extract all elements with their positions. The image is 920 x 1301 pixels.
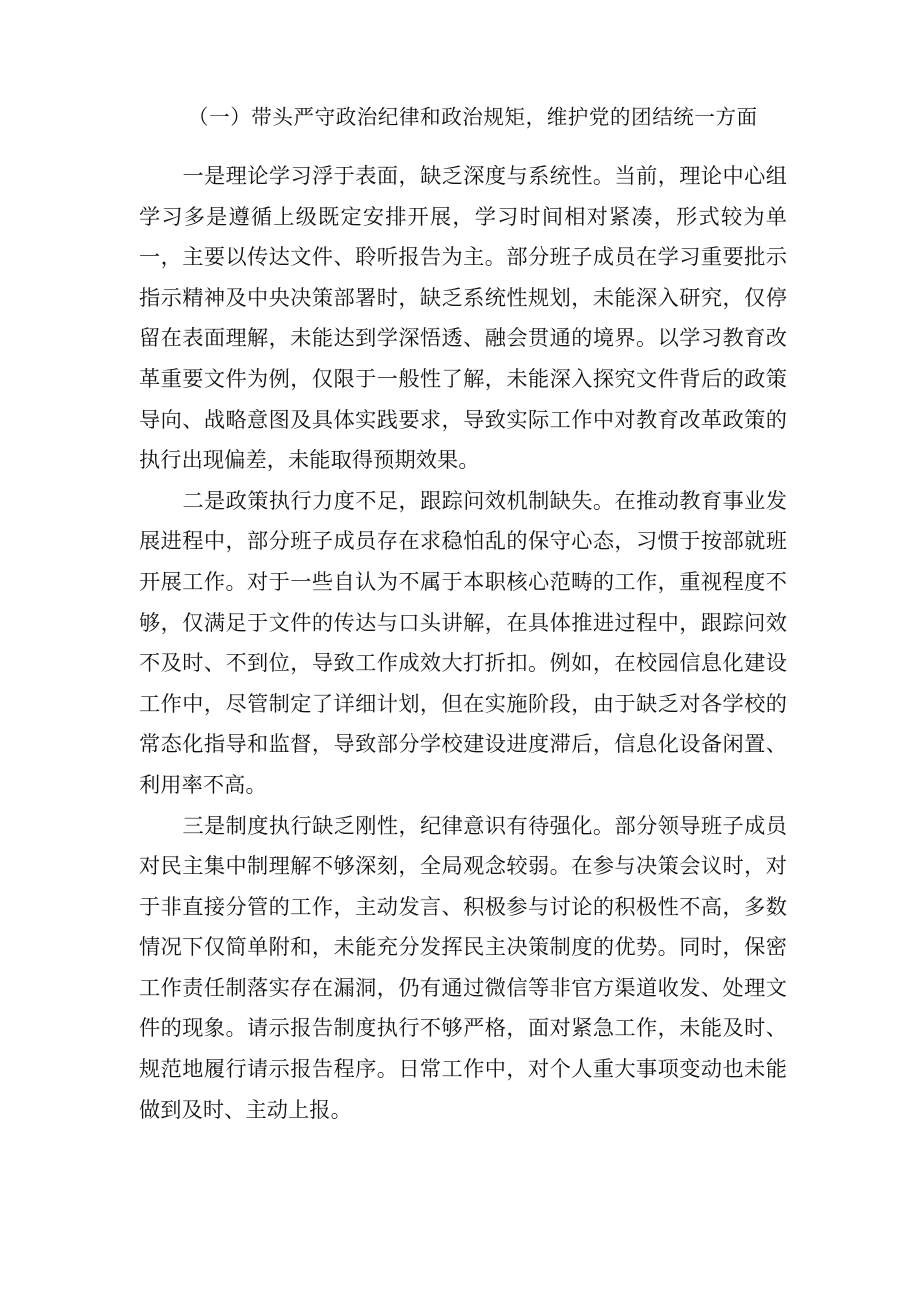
paragraph-2: 二是政策执行力度不足，跟踪问效机制缺失。在推动教育事业发展进程中，部分班子成员存在求稳怕乱的保守心态，习惯于按部就班开展工作。对于一些自认为不属于本职核心范畴的工作，重视程度不够，仅满足于文件的传达与口头讲解，在具体推进过程中，跟踪问效不及时、不到位，导致工作成效大打折扣。例如，在校园信息化建设工作中，尽管制定了详细计划，但在实施阶段，由于缺乏对各学校的常态化指导和监督，导致部分学校建设进度滞后，信息化设备闲置、利用率不高。 bbox=[139, 487, 787, 797]
section-heading: （一）带头严守政治纪律和政治规矩，维护党的团结统一方面 bbox=[188, 105, 758, 129]
document-body bbox=[139, 156, 787, 1130]
paragraph-3: 三是制度执行缺乏刚性，纪律意识有待强化。部分领导班子成员对民主集中制理解不够深刻，全局观念较弱。在参与决策会议时，对于非直接分管的工作，主动发言、积极参与讨论的积极性不高，多数情况下仅简单附和，未能充分发挥民主决策制度的优势。同时，保密工作责任制落实存在漏洞，仍有通过微信等非官方渠道收发、处理文件的现象。请示报告制度执行不够严格，面对紧急工作，未能及时、规范地履行请示报告程序。日常工作中，对个人重大事项变动也未能做到及时、主动上报。 bbox=[139, 812, 787, 1122]
paragraph-1: 一是理论学习浮于表面，缺乏深度与系统性。当前，理论中心组学习多是遵循上级既定安排开展，学习时间相对紧凑，形式较为单一，主要以传达文件、聆听报告为主。部分班子成员在学习重要批示指示精神及中央决策部署时，缺乏系统性规划，未能深入研究，仅停留在表面理解，未能达到学深悟透、融会贯通的境界。以学习教育改革重要文件为例，仅限于一般性了解，未能深入探究文件背后的政策导向、战略意图及具体实践要求，导致实际工作中对教育改革政策的执行出现偏差，未能取得预期效果。 bbox=[139, 163, 787, 473]
